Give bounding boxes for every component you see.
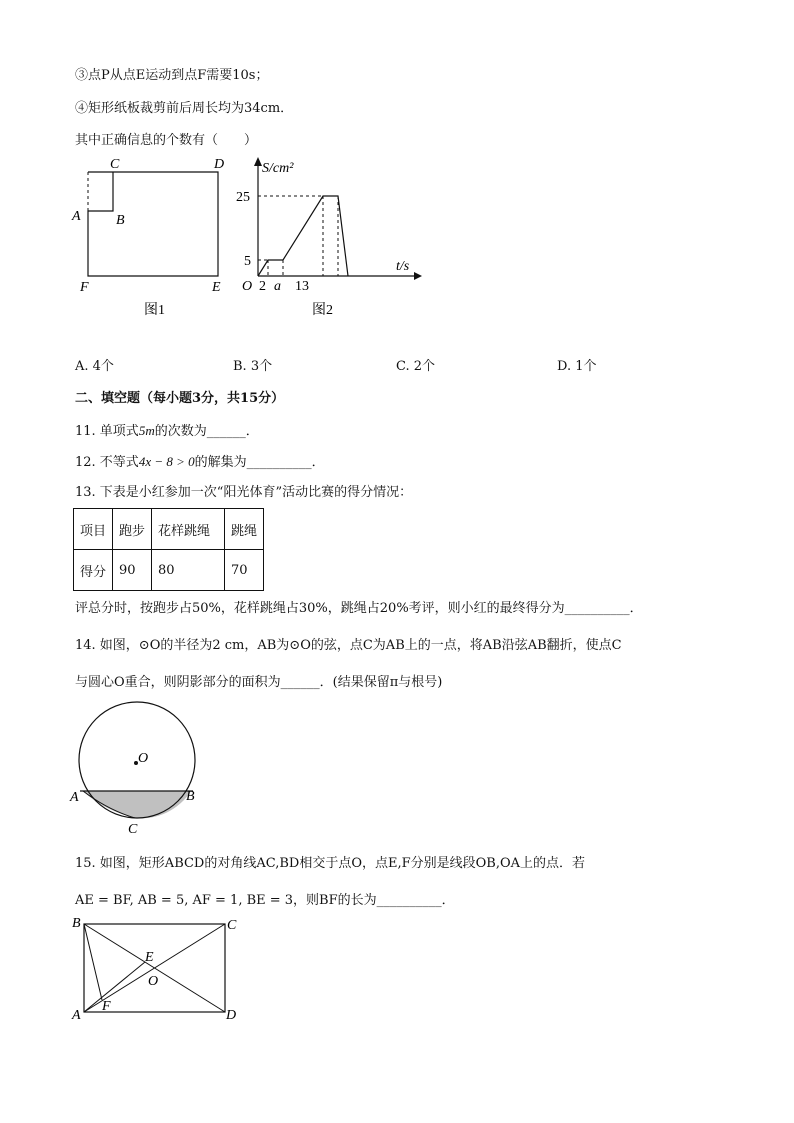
label-O: O <box>138 751 149 766</box>
fig1-label-B: B <box>116 213 125 228</box>
label-C: C <box>227 918 237 933</box>
option-a: A. 4个 <box>75 359 114 374</box>
question-15-line-1: 15. 如图，矩形ABCD的对角线AC,BD相交于点O，点E,F分别是线段OB,OA上的点．若 <box>75 856 586 871</box>
label-O: O <box>148 974 159 989</box>
label-B: B <box>72 916 81 931</box>
fig2-caption: 图2 <box>312 303 333 318</box>
label-B: B <box>186 789 195 804</box>
label-E: E <box>145 950 154 965</box>
origin-label: O <box>242 279 253 294</box>
question-13-intro: 13. 下表是小红参加一次“阳光体育”活动比赛的得分情况： <box>75 485 413 500</box>
label-A: A <box>70 790 79 805</box>
circle-figure <box>68 700 208 840</box>
segment-bf <box>84 924 102 1000</box>
label-F: F <box>102 999 111 1014</box>
fig1-label-F: F <box>80 280 89 295</box>
table-cell: 70 <box>225 550 264 591</box>
rectangle-figure <box>68 910 248 1025</box>
s-t-graph-line <box>258 196 348 276</box>
question-10-ask: 其中正确信息的个数有（ ） <box>75 133 258 148</box>
table-cell: 得分 <box>74 550 113 591</box>
table-header-cell: 跑步 <box>113 509 152 550</box>
table-row <box>74 509 264 550</box>
figure-1 <box>70 152 240 322</box>
figure-2-graph <box>232 152 422 322</box>
x-axis-label: t/s <box>396 259 410 274</box>
fig1-label-C: C <box>110 157 120 172</box>
y-tick-25: 25 <box>236 190 250 205</box>
segment-ae <box>84 962 145 1012</box>
table-cell: 80 <box>152 550 225 591</box>
score-table <box>73 508 264 591</box>
x-axis-arrow <box>414 272 422 280</box>
fig1-label-A: A <box>72 209 81 224</box>
question-13-text: 评总分时，按跑步占50%，花样跳绳占30%，跳绳占20%考评，则小红的最终得分为__________． <box>75 601 643 616</box>
figure-1-cut-rectangle <box>88 172 218 276</box>
question-14-line-2: 与圆心O重合，则阴影部分的面积为______．(结果保留π与根号) <box>75 675 443 690</box>
label-C: C <box>128 822 138 837</box>
question-12: 12. 不等式4x − 8 > 0的解集为__________． <box>75 454 325 470</box>
x-tick-2: 2 <box>259 279 266 294</box>
option-c: C. 2个 <box>396 359 436 374</box>
y-axis-arrow <box>254 157 262 166</box>
question-14-line-1: 14. 如图，⊙O的半径为2 cm，AB为⊙O的弦，点C为AB上的一点，将AB沿弦AB翻折，使点C <box>75 638 622 653</box>
table-header-cell: 项目 <box>74 509 113 550</box>
y-axis-label: S/cm² <box>262 161 294 176</box>
x-tick-13: 13 <box>295 279 309 294</box>
fig1-label-E: E <box>212 280 221 295</box>
fig1-label-D: D <box>214 157 225 172</box>
option-d: D. 1个 <box>557 359 597 374</box>
fig1-caption: 图1 <box>144 303 165 318</box>
y-tick-5: 5 <box>244 254 251 269</box>
table-cell: 90 <box>113 550 152 591</box>
statement-4: ④矩形纸板裁剪前后周长均为34cm． <box>75 101 294 116</box>
section-title: 二、填空题（每小题3分，共15分） <box>75 391 285 406</box>
table-row <box>74 550 264 591</box>
option-b: B. 3个 <box>233 359 273 374</box>
x-tick-a: a <box>274 279 281 294</box>
figure-1-dashed-corner <box>88 172 113 211</box>
question-15-line-2: AE = BF, AB = 5, AF = 1, BE = 3，则BF的长为__________． <box>75 893 455 908</box>
question-11: 11. 单项式5m的次数为______． <box>75 423 259 439</box>
table-header-cell: 花样跳绳 <box>152 509 225 550</box>
table-header-cell: 跳绳 <box>225 509 264 550</box>
label-A: A <box>72 1008 81 1023</box>
statement-3: ③点P从点E运动到点F需要10s； <box>75 68 269 83</box>
label-D: D <box>226 1008 237 1023</box>
